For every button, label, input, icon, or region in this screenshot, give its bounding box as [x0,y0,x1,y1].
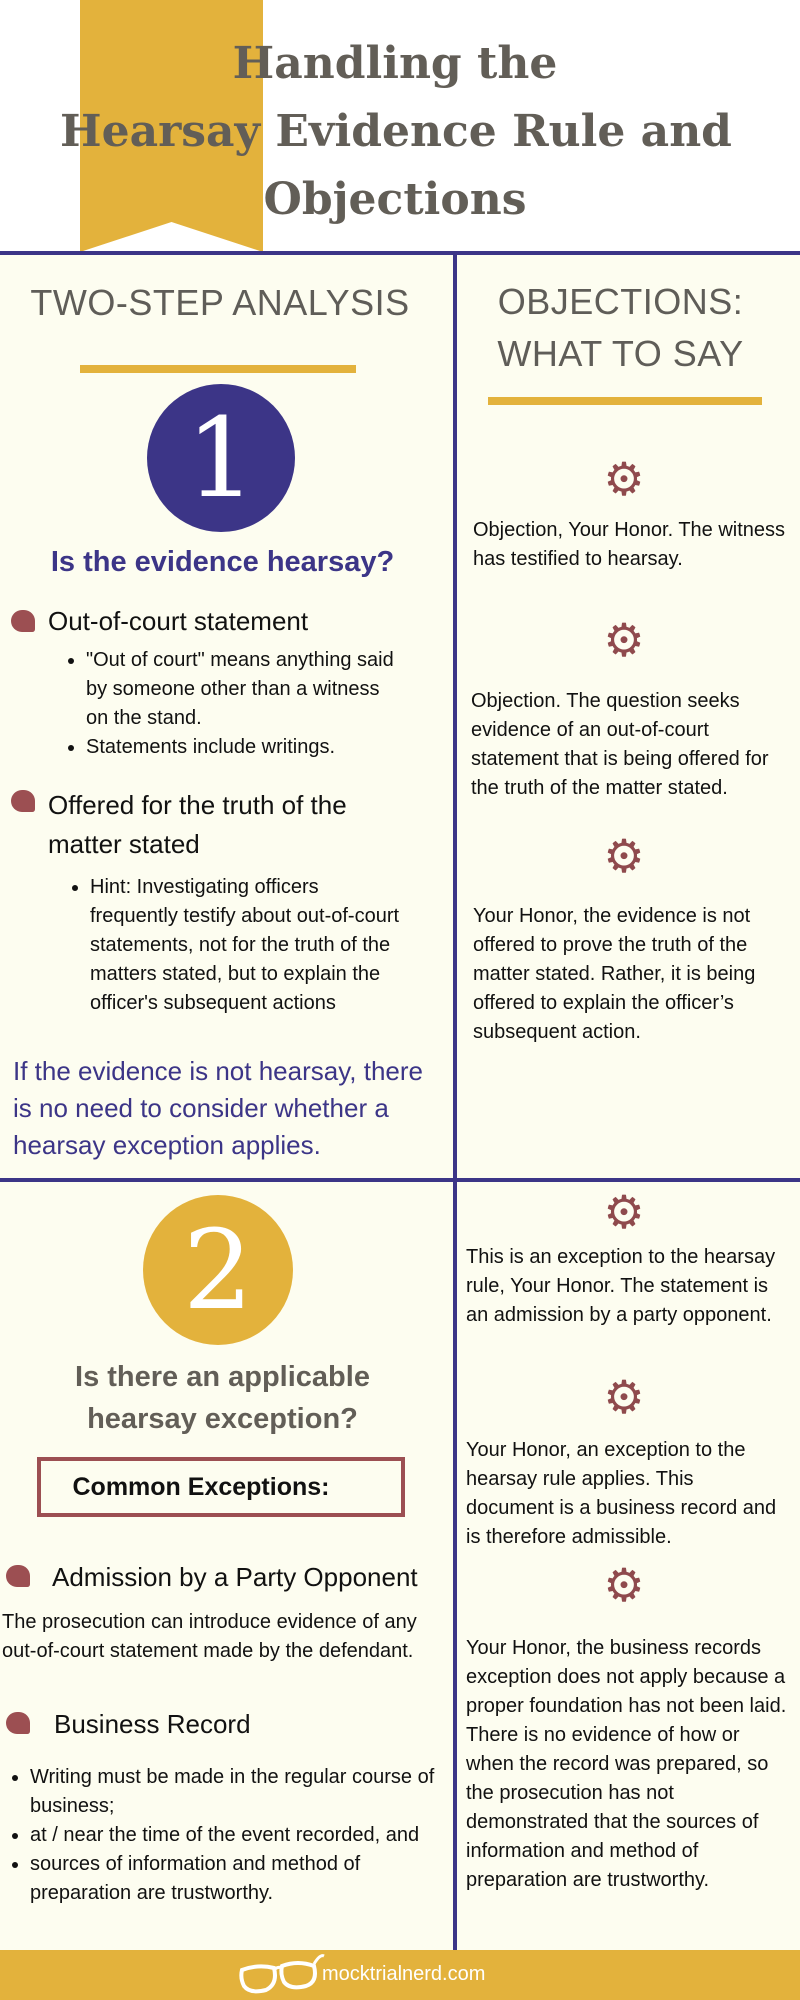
step-2-question [0,1356,445,1440]
list-item: • Statements include writings. [86,733,406,762]
title-line-1: Handling the [232,38,558,89]
divider-vertical [453,253,457,1950]
gear-icon: ⚙ [603,453,645,505]
objections-heading-line-1: OBJECTIONS: [497,281,744,322]
glasses-icon [236,1950,326,1996]
list-item: • "Out of court" means anything said by someone other than a witness on the stand. [86,646,406,733]
gear-icon: ⚙ [603,1559,645,1611]
two-step-heading: TWO-STEP ANALYSIS [30,282,410,323]
list-item: • Writing must be made in the regular course of business; [30,1763,460,1821]
objection-3: Your Honor, the evidence is not offered to prove the truth of the matter stated. Rather, it is being offered to explain the officer’s subsequent action. [473,905,756,1043]
step-2-question-line-1: Is there an applicable [75,1361,370,1393]
truth-bullets [70,873,400,1018]
item-out-of-court-title: Out-of-court statement [48,606,309,636]
not-hearsay-note: If the evidence is not hearsay, there is no need to consider whether a hearsay exception applies. [13,1056,423,1160]
divider-middle [0,1178,800,1182]
divider-top [0,251,800,255]
business-record-bullets [10,1763,460,1908]
objection-5: Your Honor, an exception to the hearsay rule applies. This document is a business record and is therefore admissible. [466,1439,777,1548]
bullet-marker-icon [6,1565,30,1587]
gear-icon: ⚙ [603,1371,645,1423]
gear-icon: ⚙ [603,1186,645,1238]
out-of-court-bullets [66,646,406,762]
common-exceptions-box [37,1457,405,1517]
objection-2: Objection. The question seeks evidence of an out-of-court statement that is being offered for the truth of the matter stated. [471,690,769,799]
objection-6: Your Honor, the business records exception does not apply because a proper foundation has not been laid. There is no evidence of how or when the record was prepared, so the prosecution has not demonstrated that the sources of information and method of preparation are trustworthy. [466,1637,787,1891]
left-gold-bar [80,365,356,373]
objections-heading [458,276,783,380]
list-item: • Hint: Investigating officers frequently testify about out-of-court statements, not for the truth of the matters stated, but to explain the officer's subsequent actions [90,873,400,1018]
step-2-circle [143,1195,293,1345]
footer-site-link[interactable]: mocktrialnerd.com [322,1963,486,1985]
step-1-question: Is the evidence hearsay? [50,546,395,578]
gear-icon: ⚙ [603,614,645,666]
bullet-marker-icon [6,1712,30,1734]
gear-icon: ⚙ [603,830,645,882]
list-item: • sources of information and method of preparation are trustworthy. [30,1850,460,1908]
step-1-number: 1 [186,394,256,522]
page-title [60,30,730,234]
bullet-marker-icon [11,610,35,632]
common-exceptions-label: Common Exceptions: [72,1472,330,1501]
step-2-number: 2 [183,1206,253,1334]
title-line-2: Hearsay Evidence Rule and [60,106,732,157]
bullet-marker-icon [11,790,35,812]
exception-party-opponent-title: Admission by a Party Opponent [52,1562,418,1592]
item-truth-title [48,786,438,864]
right-gold-bar [488,397,762,405]
exception-business-record-title: Business Record [54,1709,251,1739]
step-1-circle [147,384,295,532]
objection-1: Objection, Your Honor. The witness has testified to hearsay. [473,519,786,570]
item-truth-title-line-2: matter stated [48,829,200,859]
step-2-question-line-2: hearsay exception? [87,1403,358,1435]
objection-4: This is an exception to the hearsay rule, Your Honor. The statement is an admission by a party opponent. [466,1246,776,1326]
exception-party-opponent-text: The prosecution can introduce evidence of any out-of-court statement made by the defendant. [2,1611,417,1662]
item-truth-title-line-1: Offered for the truth of the [48,790,347,820]
objections-heading-line-2: WHAT TO SAY [497,333,744,374]
list-item: • at / near the time of the event recorded, and [30,1821,460,1850]
title-line-3: Objections [263,174,527,225]
